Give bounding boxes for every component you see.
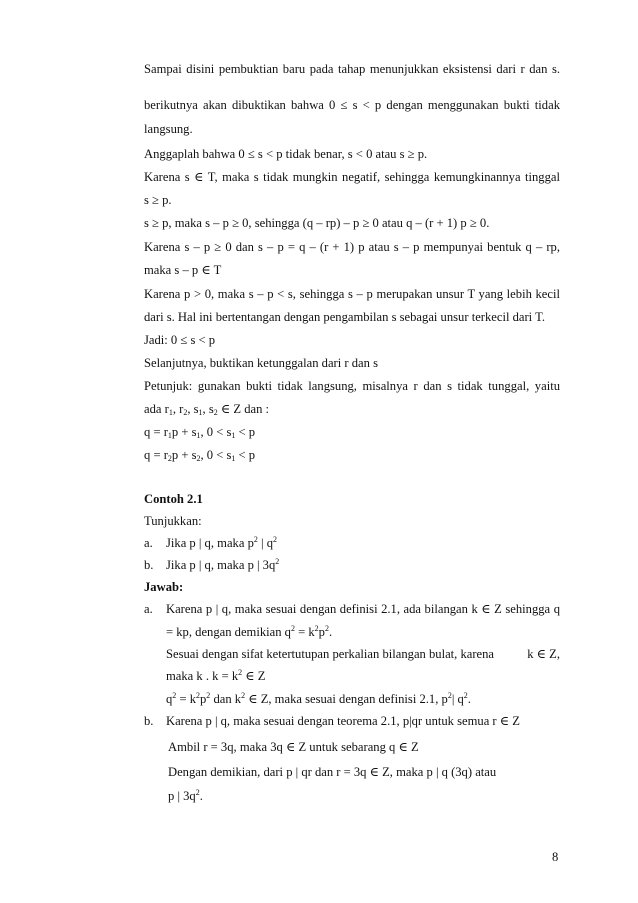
proof-line-15: ada $r_1$, $r_2$, $s_1$, $s_2$ ∈ Z dan :	[144, 402, 270, 417]
proof-line-1: Sampai disini pembuktian baru pada tahap menunjukkan eksistensi dari r dan s.	[144, 62, 560, 76]
answer-b-line-2: Ambil r = 3q, maka 3q ∈ Z untuk sebarang q ∈ Z	[168, 740, 419, 754]
proof-line-5: Karena s ∈ T, maka s tidak mungkin negatif, sehingga kemungkinannya tinggal	[144, 170, 560, 184]
proof-line-10: Karena p > 0, maka s – p < s, sehingga s – p merupakan unsur T yang lebih kecil	[144, 287, 560, 301]
answer-a-line-1: a. Karena p | q, maka sesuai dengan definisi 2.1, ada bilangan k ∈ Z sehingga q	[144, 602, 560, 616]
answer-a-line-5: $q^2 = k^2p^2$ dan $k^2$ ∈ Z, maka sesuai dengan definisi 2.1, $p^2|$ $q^2$.	[166, 691, 471, 706]
example-intro: Tunjukkan:	[144, 514, 202, 528]
proof-line-11: dari s. Hal ini bertentangan dengan pengambilan s sebagai unsur terkecil dari T.	[144, 310, 546, 324]
proof-line-9: maka s – p ∈ T	[144, 263, 222, 277]
proof-line-2: berikutnya akan dibuktikan bahwa 0 ≤ s < p dengan menggunakan bukti tidak	[144, 98, 560, 112]
proof-line-12: Jadi: 0 ≤ s < p	[144, 333, 216, 347]
answer-b-line-3: Dengan demikian, dari p | qr dan r = 3q ∈ Z, maka p | q (3q) atau	[168, 765, 497, 779]
proof-line-6: s ≥ p.	[144, 193, 172, 207]
proof-line-13: Selanjutnya, buktikan ketunggalan dari r dan s	[144, 356, 378, 370]
example-item-a: a. Jika p | q, maka $p^2$ | $q^2$	[144, 535, 277, 550]
answer-a-line-4: maka k . $k = k^2$ ∈ Z	[166, 668, 266, 683]
proof-line-7: s ≥ p, maka s – p ≥ 0, sehingga (q – rp) – p ≥ 0 atau q – (r + 1) p ≥ 0.	[144, 216, 490, 230]
proof-line-8: Karena s – p ≥ 0 dan s – p = q – (r + 1) p atau s – p mempunyai bentuk q – rp,	[144, 240, 560, 254]
page-number: 8	[552, 850, 559, 864]
proof-line-4: Anggaplah bahwa 0 ≤ s < p tidak benar, s < 0 atau s ≥ p.	[144, 147, 428, 161]
answer-a-line-2: = kp, dengan demikian $q^2 = k^2p^2$.	[166, 624, 333, 639]
example-title: Contoh 2.1	[144, 492, 203, 506]
example-item-b: b. Jika p | q, maka p | $3q^2$	[144, 557, 280, 572]
answer-a-line-3: Sesuai dengan sifat ketertutupan perkalian bilangan bulat, karena k ∈ Z,	[166, 647, 560, 661]
proof-line-3: langsung.	[144, 122, 193, 136]
answer-title: Jawab:	[144, 580, 184, 594]
answer-b-line-4: p | $3q^2$.	[168, 788, 203, 803]
proof-line-14: Petunjuk: gunakan bukti tidak langsung, misalnya r dan s tidak tunggal, yaitu	[144, 379, 560, 393]
answer-b-line-1: b. Karena p | q, maka sesuai dengan teorema 2.1, p|qr untuk semua r ∈ Z	[144, 714, 520, 728]
proof-line-16: $q = r_1p + s_1$, $0 < s_1 < p$	[144, 425, 256, 440]
proof-line-17: $q = r_2p + s_2$, $0 < s_1 < p$	[144, 448, 256, 463]
